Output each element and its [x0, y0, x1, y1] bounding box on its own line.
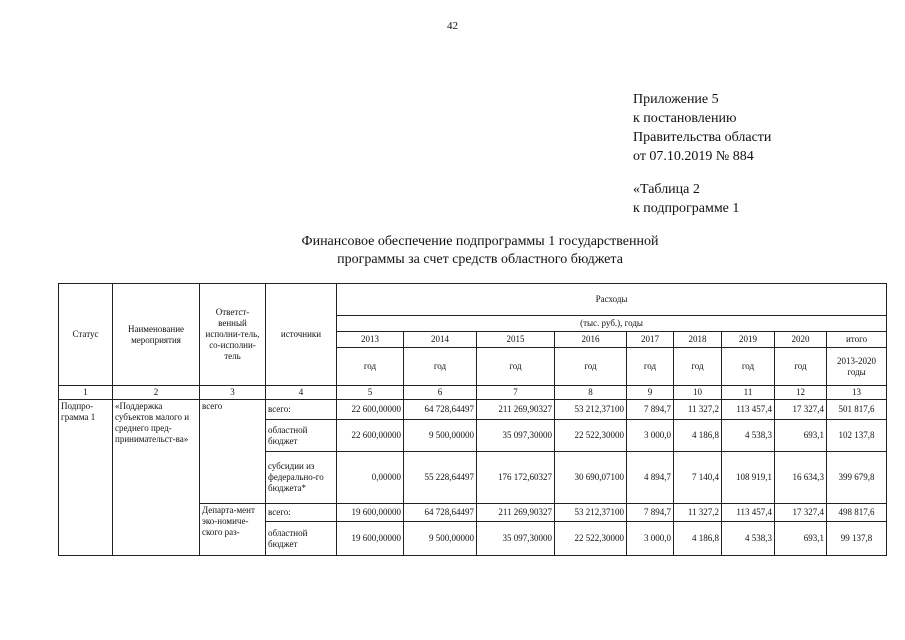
header-year: итого: [827, 332, 887, 348]
value-cell: 102 137,8: [827, 420, 887, 452]
header-year: 2015: [477, 332, 555, 348]
value-cell: 19 600,00000: [337, 504, 404, 522]
value-cell: 4 186,8: [674, 522, 722, 556]
header-year: 2016: [555, 332, 627, 348]
source-cell: субсидии из федерально-го бюджета*: [266, 452, 337, 504]
value-cell: 693,1: [775, 420, 827, 452]
source-cell: всего:: [266, 504, 337, 522]
value-cell: 30 690,07100: [555, 452, 627, 504]
value-cell: 693,1: [775, 522, 827, 556]
header-year-word: год: [404, 348, 477, 386]
header-year: 2020: [775, 332, 827, 348]
header-event: Наименование мероприятия: [113, 284, 200, 386]
header-status: Статус: [59, 284, 113, 386]
page-number: 42: [447, 20, 458, 32]
value-cell: 7 140,4: [674, 452, 722, 504]
appendix-block: [633, 90, 771, 218]
value-cell: 4 894,7: [627, 452, 674, 504]
appendix-line: к постановлению: [633, 111, 737, 126]
table-row: [59, 400, 887, 420]
column-number: 10: [674, 386, 722, 400]
appendix-line: Правительства области: [633, 130, 772, 145]
value-cell: 22 600,00000: [337, 420, 404, 452]
executor-cell: Департа-мент эко-номиче-ского раз-: [200, 504, 266, 556]
document-title: [240, 233, 720, 269]
header-executor: Ответст-венный исполни-тель, со-исполни-тель: [200, 284, 266, 386]
value-cell: 35 097,30000: [477, 522, 555, 556]
value-cell: 0,00000: [337, 452, 404, 504]
column-number: 1: [59, 386, 113, 400]
table-ref-line: «Таблица 2: [633, 182, 700, 197]
value-cell: 108 919,1: [722, 452, 775, 504]
header-year-word: год: [337, 348, 404, 386]
value-cell: 113 457,4: [722, 400, 775, 420]
value-cell: 55 228,64497: [404, 452, 477, 504]
appendix-line: от 07.10.2019 № 884: [633, 149, 754, 164]
column-number: 4: [266, 386, 337, 400]
value-cell: 4 538,3: [722, 420, 775, 452]
header-year-word: год: [555, 348, 627, 386]
column-number: 5: [337, 386, 404, 400]
spacer: [633, 166, 771, 180]
value-cell: 22 522,30000: [555, 522, 627, 556]
column-number: 7: [477, 386, 555, 400]
header-total-period: 2013-2020 годы: [827, 348, 887, 386]
value-cell: 113 457,4: [722, 504, 775, 522]
value-cell: 64 728,64497: [404, 504, 477, 522]
header-unit: (тыс. руб.), годы: [337, 316, 887, 332]
value-cell: 3 000,0: [627, 522, 674, 556]
value-cell: 498 817,6: [827, 504, 887, 522]
header-year-word: год: [477, 348, 555, 386]
value-cell: 4 186,8: [674, 420, 722, 452]
value-cell: 7 894,7: [627, 400, 674, 420]
source-cell: всего:: [266, 400, 337, 420]
status-cell: Подпро-грамма 1: [59, 400, 113, 556]
value-cell: 64 728,64497: [404, 400, 477, 420]
header-year: 2013: [337, 332, 404, 348]
header-year-word: год: [722, 348, 775, 386]
value-cell: 9 500,00000: [404, 420, 477, 452]
column-number: 6: [404, 386, 477, 400]
value-cell: 53 212,37100: [555, 400, 627, 420]
value-cell: 16 634,3: [775, 452, 827, 504]
header-year: 2019: [722, 332, 775, 348]
source-cell: областной бюджет: [266, 420, 337, 452]
value-cell: 17 327,4: [775, 400, 827, 420]
value-cell: 211 269,90327: [477, 400, 555, 420]
column-number: 3: [200, 386, 266, 400]
value-cell: 399 679,8: [827, 452, 887, 504]
value-cell: 22 600,00000: [337, 400, 404, 420]
source-cell: областной бюджет: [266, 522, 337, 556]
header-year-word: год: [627, 348, 674, 386]
column-number: 13: [827, 386, 887, 400]
event-cell: «Поддержка субъектов малого и среднего пред-принимательст-ва»: [113, 400, 200, 556]
appendix-line: Приложение 5: [633, 92, 719, 107]
value-cell: 99 137,8: [827, 522, 887, 556]
column-number: 2: [113, 386, 200, 400]
value-cell: 9 500,00000: [404, 522, 477, 556]
column-number: 9: [627, 386, 674, 400]
column-number: 11: [722, 386, 775, 400]
value-cell: 53 212,37100: [555, 504, 627, 522]
header-year: 2014: [404, 332, 477, 348]
executor-cell: всего: [200, 400, 266, 504]
header-year-word: год: [775, 348, 827, 386]
header-sources: источники: [266, 284, 337, 386]
value-cell: 35 097,30000: [477, 420, 555, 452]
value-cell: 17 327,4: [775, 504, 827, 522]
title-line: Финансовое обеспечение подпрограммы 1 государственной: [301, 234, 659, 249]
value-cell: 11 327,2: [674, 400, 722, 420]
column-number: 8: [555, 386, 627, 400]
header-expenses: Расходы: [337, 284, 887, 316]
value-cell: 501 817,6: [827, 400, 887, 420]
value-cell: 7 894,7: [627, 504, 674, 522]
header-year-word: год: [674, 348, 722, 386]
value-cell: 22 522,30000: [555, 420, 627, 452]
value-cell: 4 538,3: [722, 522, 775, 556]
value-cell: 176 172,60327: [477, 452, 555, 504]
header-year: 2017: [627, 332, 674, 348]
header-year: 2018: [674, 332, 722, 348]
column-number: 12: [775, 386, 827, 400]
value-cell: 11 327,2: [674, 504, 722, 522]
title-line: программы за счет средств областного бюджета: [337, 252, 623, 267]
financing-table: [58, 283, 887, 556]
table-ref-line: к подпрограмме 1: [633, 201, 740, 216]
value-cell: 19 600,00000: [337, 522, 404, 556]
value-cell: 3 000,0: [627, 420, 674, 452]
value-cell: 211 269,90327: [477, 504, 555, 522]
